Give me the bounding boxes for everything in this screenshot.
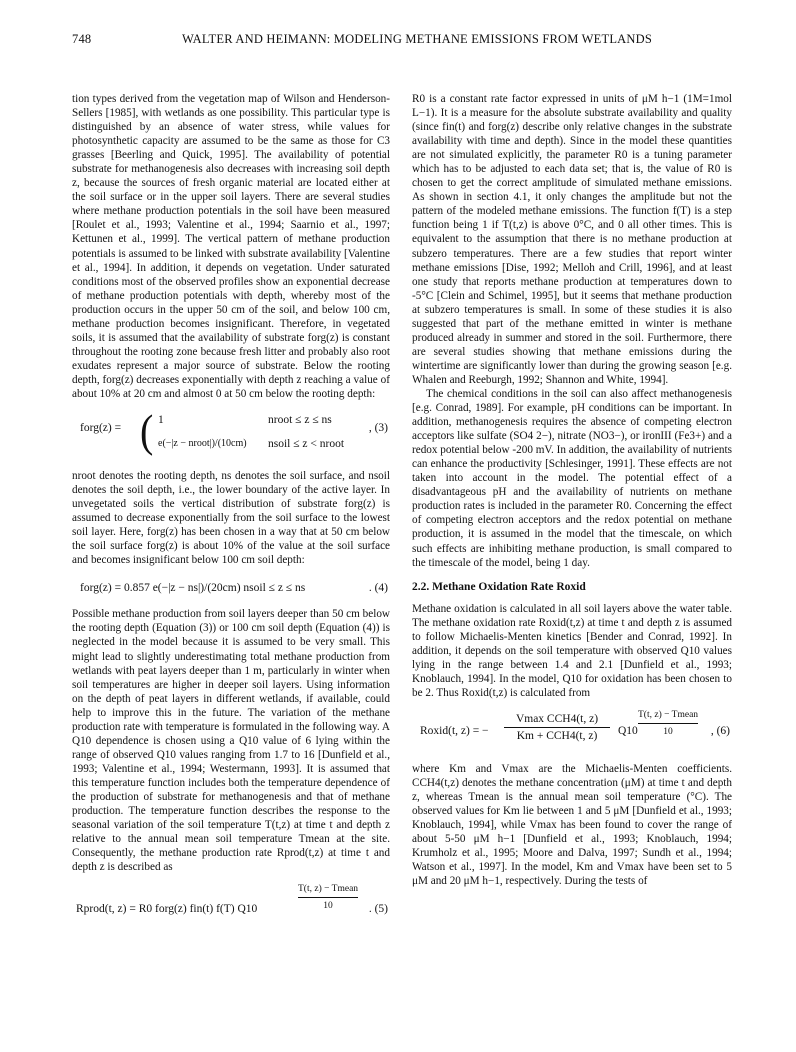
fraction-bar	[638, 723, 698, 724]
eq6-exp-den: 10	[663, 727, 673, 738]
equation-3	[72, 404, 390, 461]
eq5-exp-den: 10	[323, 901, 333, 912]
eq6-number: , (6)	[710, 724, 730, 737]
paragraph: Possible methane production from soil layers deeper than 50 cm below the rooting depth (Equation (3)) or 100 cm soil depth (Equation (4)) is neglected in the model because it is assumed to be very small. This might lead to slightly underestimating total methane production from wetlands with peat layers deeper than 1 m, particularly in winter when soil temperatures are higher in deeper soil layers. Using information on the depth of peat layers in different wetlands, if available, could help to improve this in the future. The variation of the methane production rate with temperature is formulated in the following way. A Q10 dependence is chosen using a Q10 value of 6 lying within the range of observed Q10 values ranging from 1.7 to 16 [Dunfield et al., 1993; Valentine et al., 1994; Westermann, 1993]. It is assumed that this temperature function includes both the temperature dependence of the production of substrate for methanogenesis and that of methane production. The temperature function describes the response to the seasonal variation of the soil temperature T(t,z) at time t and depth z relative to the annual mean soil temperature Tmean at the site. Consequently, the methane production rate Rprod(t,z) at time t and depth z is described as	[72, 608, 390, 874]
eq6-lhs: Roxid(t, z) = −	[420, 724, 489, 737]
running-head	[72, 32, 722, 48]
eq3-row1-value: 1	[158, 414, 164, 427]
eq6-exp-num: T(t, z) − Tmean	[638, 709, 699, 720]
paragraph: The chemical conditions in the soil can also affect methanogenesis [e.g. Conrad, 1989]. For example, pH conditions can be important. In addition, methanogenesis requires the absence of competing electron acceptors like sulfate (SO4 2−), nitrate (NO3−), or ironIII (Fe3+) and a redox potential below -200 mV. In addition, the availability of nutrients can enhance the productivity [Schlesinger, 1991]. These effects are not taken into account in the model. The potential effect of a disadvantageous pH and the availability of nutrients on methane production rates is included in the parameter R0. Concerning the effect of competing electron acceptors and the redox potential on methane production, it is assumed in the model that the timescale, on which such effects are inhibiting methane production, is small compared to the timescale of the model, being 1 day.	[412, 387, 732, 569]
eq6-fraction	[504, 712, 610, 743]
eq3-lhs: forg(z) =	[80, 422, 122, 435]
section-heading: 2.2. Methane Oxidation Rate Roxid	[412, 580, 586, 593]
eq4-body: forg(z) = 0.857 e(−|z − ns|)/(20cm) nsoil ≤ z ≤ ns	[80, 582, 306, 595]
equation-5	[72, 882, 390, 920]
equation-4	[72, 575, 390, 599]
eq4-number: . (4)	[368, 582, 388, 595]
eq5-exponent	[298, 882, 358, 913]
eq3-number: , (3)	[368, 422, 388, 435]
paragraph: R0 is a constant rate factor expressed in units of μM h−1 (1M=1mol L−1). It is a measure for the absolute substrate availability and quality (since fin(t) and forg(z) describe only relative changes in the substrate availability with time and depth). Since in the model these quantities are not simulated explicitly, the parameter R0 is a tuning parameter which has to be adjusted to each data set; that is, the value of R0 is chosen to get the correct amplitude of simulated methane emissions. As shown in section 4.1, it only changes the amplitude but not the pattern of the modeled methane emissions. The function f(T) is a step function being 1 if T(t,z) is above 0°C, and 0 all other times. This is equivalent to the assumption that there is no methane production at subzero temperatures. There are a few studies that report winter methane emissions [Dise, 1992; Melloh and Crill, 1996], and at least one study that reports methane production at temperatures down to -5°C [Clein and Schimel, 1995], but it seems that methane production at subzero temperatures is small. In some of these studies it is also suggested that part of the methane emitted in winter is methane produced already in summer and stored in the soil. Furthermore, there are several studies showing that methane emissions during the wintertime are significantly lower than during the growing season [e.g. Whalen and Reeburgh, 1992; Shannon and White, 1994].	[412, 93, 732, 386]
eq6-q10: Q10	[618, 724, 638, 737]
paragraph: Methane oxidation is calculated in all soil layers above the water table. The methane oxidation rate Roxid(t,z) at time t and depth z is assumed to follow Michaelis-Menten kinetics [Bender and Conrad, 1992]. In addition, it depends on the soil temperature with observed Q10 values lying in the range between 1.4 and 2.1 [Dunfield et al., 1993; Knoblauch, 1994]. In the model, Q10 for oxidation has been chosen to be 2. Thus Roxid(t,z) is calculated from	[412, 602, 732, 699]
fraction-bar	[298, 897, 358, 898]
eq6-exponent	[638, 708, 698, 739]
paragraph: tion types derived from the vegetation map of Wilson and Henderson-Sellers [1985], with wetlands as one possibility. This particular type is distinguished by an absence of water stress, while values for photosynthetic capacity are assumed to be the same as those for C3 grasses [Beerling and Quick, 1995]. The availability of potential substrate for methanogenesis also decreases with increasing soil depth z, because the sources of fresh organic material are located either at the soil surface or in the upper soil layers. There are several studies where methane production potentials in the soil have been measured [Roulet et al., 1993; Valentine et al., 1994; Saarnio et al., 1997; Kettunen et al., 1999]. The vertical pattern of methane production potentials is assumed to be linked with substrate availability [Valentine et al., 1994]. In addition, it depends on vegetation. Under saturated conditions most of the observed profiles show an exponential decrease of methane production potentials with depth, whereby most of the production occurs in the upper 50 cm of the soil, and below 100 cm, methane production becomes insignificant. Therefore, in vegetated soils, it is assumed that the availability of substrate forg(z) is constant throughout the rooting zone because fresh litter and probably also root exudates represent a major source of substrate. Below the rooting depth, forg(z) decreases exponentially with depth z reaching a value of about 10% at 20 cm and almost 0 at 50 cm below the rooting depth:	[72, 93, 390, 400]
paragraph: where Km and Vmax are the Michaelis-Menten coefficients. CCH4(t,z) denotes the methane concentration (μM) at time t and depth z, whereas Tmean is the annual mean soil temperature (°C). The observed values for Km lie between 1 and 5 μM [Dunfield et al., 1993; Knoblauch, 1994], while Vmax has been found to cover the range of about 5-50 μM h−1 [Dunfield et al., 1993; Knoblauch, 1994; Krumholz et al., 1995; Moore and Dalva, 1997; Sundh et al., 1994; Watson et al., 1997]. In the model, Km and Vmax have been set to 5 μM and 20 μM h−1, respectively. During the tests of	[412, 762, 732, 888]
eq3-row2-cond: nsoil ≤ z < nroot	[268, 438, 345, 451]
eq5-body: Rprod(t, z) = R0 forg(z) fin(t) f(T) Q10	[76, 903, 258, 916]
page-number: 748	[72, 32, 92, 46]
paragraph: nroot denotes the rooting depth, ns denotes the soil surface, and nsoil denotes the soil depth, i.e., the lower boundary of the active layer. In unvegetated soils the vertical distribution of substrate forg(z) is assumed to decrease exponentially from the soil surface to the lowest soil layer. Here, forg(z) has been chosen in a way that at 50 cm below the soil surface forg(z) is about 10% of the value at the soil surface and becomes insignificant below 100 cm soil depth:	[72, 470, 390, 567]
fraction-bar	[504, 727, 610, 728]
eq5-exp-num: T(t, z) − Tmean	[298, 884, 359, 895]
left-column	[72, 92, 390, 928]
running-title: WALTER AND HEIMANN: MODELING METHANE EMISSIONS FROM WETLANDS	[182, 32, 652, 46]
eq3-row2-value: e(−|z − nroot|)/(10cm)	[158, 438, 247, 450]
eq3-brace: (	[140, 404, 154, 457]
eq6-frac-den: Km + CCH4(t, z)	[516, 730, 598, 743]
right-column	[412, 92, 732, 888]
eq6-frac-num: Vmax CCH4(t, z)	[515, 712, 599, 725]
eq3-row1-cond: nroot ≤ z ≤ ns	[268, 414, 332, 427]
equation-6	[412, 708, 732, 754]
eq5-number: . (5)	[368, 903, 388, 916]
